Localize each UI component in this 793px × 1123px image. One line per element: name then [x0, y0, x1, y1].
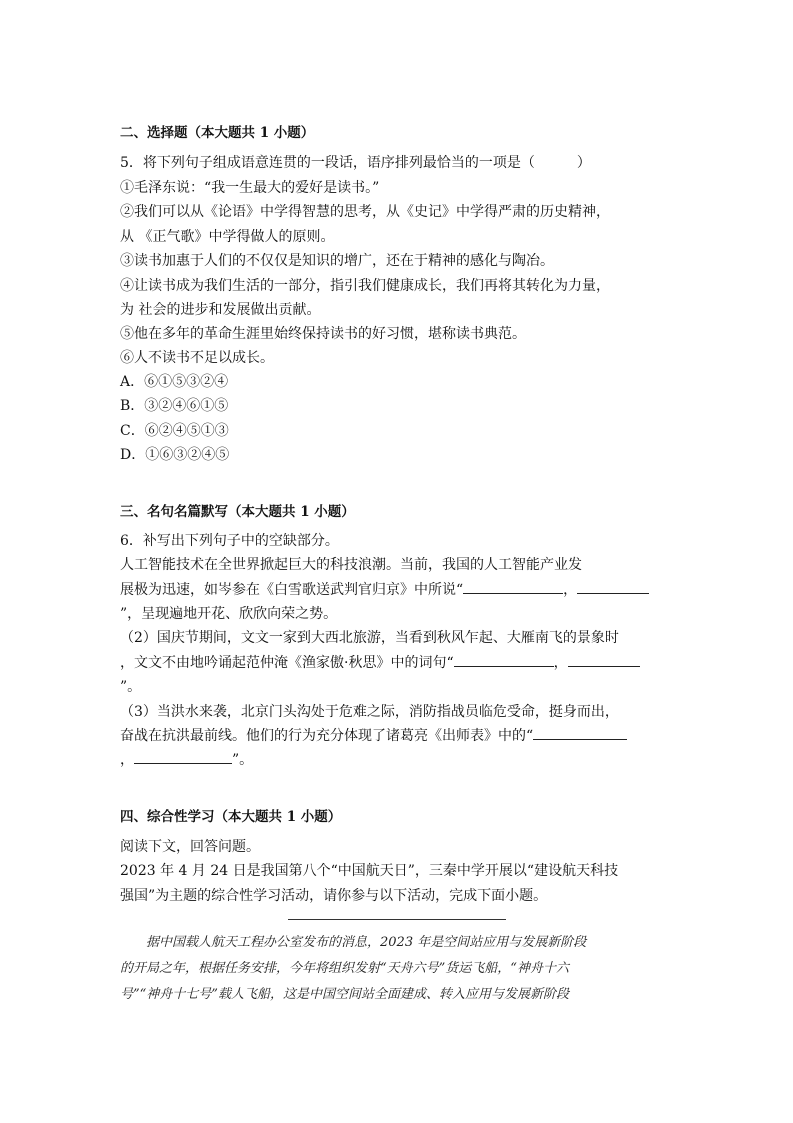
section4-p1-line1: 2023 年 4 月 24 日是我国第八个“中国航天日”，三秦中学开展以“建设航天科技	[120, 863, 619, 879]
answer-blank[interactable]	[577, 581, 649, 594]
answer-blank[interactable]	[454, 654, 554, 667]
q6-p2-line3: ”。	[120, 679, 142, 695]
q6-p1-line3: ”，呈现遍地开花、欣欣向荣之势。	[120, 606, 338, 622]
q6-p3-line2	[120, 727, 627, 745]
q5-sentence-2b: 从 《正气歌》中学得做人的原则。	[120, 229, 335, 245]
passage-line-3: 号”“神舟十七号”载人飞船，这是中国空间站全面建成、转入应用与发展新阶段	[120, 987, 569, 1002]
section4-p1-line2: 强国”为主题的综合性学习活动，请你参与以下活动，完成下面小题。	[120, 888, 548, 904]
q5-sentence-4b: 为 社会的进步和发展做出贡献。	[120, 302, 321, 318]
q6-p2-line1: （2）国庆节期间，文文一家到大西北旅游，当看到秋风乍起、大雁南飞的景象时	[120, 630, 619, 646]
answer-blank[interactable]	[463, 581, 563, 594]
comma: ，	[120, 752, 134, 768]
q5-option-c: C．⑥②④⑤①③	[120, 423, 229, 439]
answer-blank[interactable]	[533, 727, 627, 740]
section4-intro: 阅读下文，回答问题。	[120, 839, 260, 855]
passage-title-blank	[288, 919, 506, 920]
section4-heading: 四、综合性学习（本大题共 1 小题）	[120, 809, 342, 825]
q6-p3-end: ”。	[232, 752, 254, 768]
q6-p3-line1: （3）当洪水来袭，北京门头沟处于危难之际，消防指战员临危受命，挺身而出，	[120, 704, 619, 720]
answer-blank[interactable]	[568, 654, 640, 667]
q5-option-d: D．①⑥③②④⑤	[120, 447, 230, 463]
q6-p2-line2	[120, 654, 640, 672]
comma: ，	[553, 655, 568, 671]
q5-option-b: B．③②④⑥①⑤	[120, 398, 229, 414]
section3-heading: 三、名句名篇默写（本大题共 1 小题）	[120, 504, 355, 520]
q5-sentence-3: ③读书加惠于人们的不仅仅是知识的增广，还在于精神的感化与陶冶。	[120, 253, 554, 269]
q6-p3-text: 奋战在抗洪最前线。他们的行为充分体现了诸葛亮《出师表》中的“	[120, 728, 534, 744]
passage-line-2: 的开局之年，根据任务安排，今年将组织发射“天舟六号”货运飞船，“神舟十六	[120, 961, 569, 976]
q5-sentence-5: ⑤他在多年的革命生涯里始终保持读书的好习惯，堪称读书典范。	[120, 326, 526, 342]
q6-p2-text: ，文文不由地吟诵起范仲淹《渔家傲·秋思》中的词句“	[120, 655, 454, 671]
q5-sentence-4a: ④让读书成为我们生活的一部分，指引我们健康成长，我们再将其转化为力量，	[120, 278, 610, 294]
q6-p3-line3	[120, 751, 253, 769]
passage-line-1: 据中国载人航天工程办公室发布的消息，2023 年是空间站应用与发展新阶段	[146, 935, 587, 950]
q6-p1-text: 展极为迅速，如岑参在《白雪歌送武判官归京》中所说“	[120, 582, 464, 598]
q5-sentence-1: ①毛泽东说：“我一生最大的爱好是读书。”	[120, 180, 380, 196]
section2-heading: 二、选择题（本大题共 1 小题）	[120, 125, 315, 141]
q6-p1-line1: 人工智能技术在全世界掀起巨大的科技浪潮。当前，我国的人工智能产业发	[120, 557, 582, 573]
q5-sentence-6: ⑥人不读书不足以成长。	[120, 350, 274, 366]
answer-blank[interactable]	[134, 751, 232, 764]
q5-stem: 5．将下列句子组成语意连贯的一段话，语序排列最恰当的一项是（ ）	[120, 155, 591, 171]
q5-option-a: A．⑥①⑤③②④	[120, 374, 229, 390]
q5-sentence-2a: ②我们可以从《论语》中学得智慧的思考，从《史记》中学得严肃的历史精神，	[120, 204, 610, 220]
q6-p1-line2	[120, 581, 649, 599]
q6-stem: 6．补写出下列句子中的空缺部分。	[120, 533, 339, 549]
comma: ，	[563, 582, 578, 598]
